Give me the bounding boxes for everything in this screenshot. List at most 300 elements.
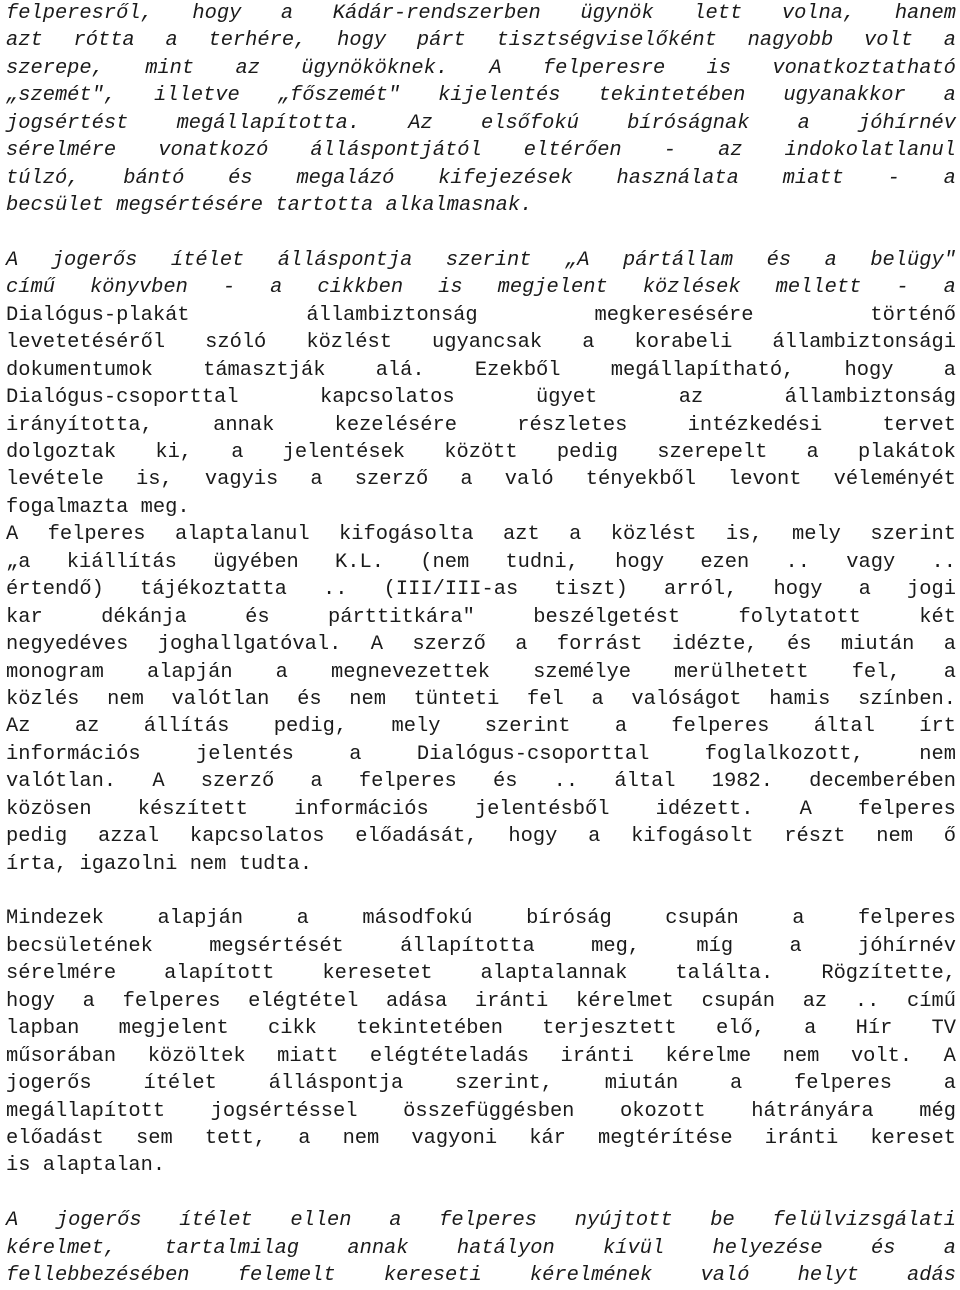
- word: és: [870, 1236, 896, 1260]
- word: A: [152, 770, 165, 794]
- word: volt: [864, 29, 913, 53]
- word: felperes: [794, 1072, 892, 1096]
- word: cikkben: [317, 276, 404, 300]
- word: megsértésére: [116, 194, 264, 218]
- word: az: [678, 386, 704, 410]
- word: felperesre: [542, 56, 666, 80]
- word: sérelmére: [6, 139, 117, 163]
- word: nyújtott: [574, 1209, 673, 1233]
- word: jogsértéssel: [210, 1099, 358, 1123]
- text-line: [6, 576, 956, 603]
- word: dokumentumok: [6, 358, 153, 382]
- word: beszélgetést: [533, 605, 681, 629]
- word: ellen: [290, 1209, 352, 1233]
- word: csupán: [701, 989, 775, 1013]
- word: álláspontja: [268, 1072, 404, 1096]
- word: alá.: [375, 358, 425, 382]
- word: megsértését: [209, 934, 344, 958]
- text-line: [6, 357, 956, 384]
- word: meg.: [140, 495, 190, 519]
- word: iránti: [560, 1044, 634, 1068]
- word: forrást: [556, 633, 643, 657]
- word: megállapította.: [176, 111, 361, 135]
- word: belügy": [870, 248, 956, 272]
- text-line: [6, 1152, 956, 1179]
- word: elégtételadás: [369, 1044, 529, 1068]
- word: mint: [145, 56, 195, 80]
- word: nem: [342, 1126, 380, 1150]
- word: könyvben: [89, 276, 188, 300]
- word: megállapított: [6, 1099, 166, 1123]
- text-line: [6, 1070, 956, 1097]
- word: kifejezések: [438, 166, 573, 190]
- blank-line: [6, 220, 956, 247]
- word: tudni,: [505, 550, 579, 574]
- word: TV: [931, 1017, 956, 1041]
- word: a: [588, 825, 601, 849]
- word: miután: [840, 633, 915, 657]
- word: tett,: [204, 1126, 267, 1150]
- word: elő,: [715, 1017, 765, 1041]
- word: elégtétel: [248, 989, 359, 1013]
- word: álláspontjától: [310, 139, 482, 163]
- word: műsorában: [6, 1044, 117, 1068]
- word: lapban: [6, 1017, 80, 1041]
- word: is,: [136, 468, 173, 492]
- word: a: [310, 468, 323, 492]
- word: megállapítható,: [610, 358, 795, 382]
- text-line: [6, 1262, 956, 1289]
- word: is,: [725, 523, 763, 547]
- word: tisztségviselőként: [496, 29, 717, 53]
- word: szerző: [412, 633, 486, 657]
- word: Az: [6, 715, 31, 739]
- word: írta,: [6, 852, 68, 876]
- paragraph: [6, 1207, 956, 1289]
- word: alapított: [164, 962, 275, 986]
- text-line: [6, 933, 956, 960]
- word: között: [444, 441, 518, 464]
- word: az: [74, 715, 100, 739]
- word: A: [489, 56, 502, 80]
- word: felperes: [439, 1209, 538, 1233]
- word: hogy: [337, 29, 387, 53]
- word: és: [228, 166, 253, 190]
- word: pártállam: [622, 248, 734, 272]
- word: csupán: [665, 907, 739, 931]
- word: szerint: [445, 248, 532, 272]
- word: Dialógus-plakát: [6, 303, 190, 327]
- word: mellett: [775, 276, 862, 300]
- word: kár: [529, 1126, 566, 1150]
- word: szóló: [205, 331, 267, 355]
- word: felperes: [858, 907, 956, 931]
- word: volna,: [781, 2, 856, 25]
- word: valótlan: [171, 687, 270, 711]
- word: valóságot: [631, 687, 742, 711]
- word: azzal: [97, 825, 160, 849]
- word: fogalmazta: [6, 495, 129, 519]
- word: illetve: [154, 84, 240, 108]
- word: ugyancsak: [432, 331, 543, 355]
- word: a: [943, 166, 956, 190]
- word: helyezése: [712, 1236, 823, 1260]
- word: tudta.: [238, 852, 313, 876]
- word: fellebbezésében: [6, 1264, 190, 1288]
- word: információs: [6, 742, 141, 766]
- word: iránti: [474, 989, 549, 1013]
- word: a: [806, 441, 819, 464]
- word: tényekből: [585, 468, 696, 492]
- word: ügynököknek.: [301, 56, 449, 80]
- text-line: [6, 1015, 956, 1042]
- word: míg: [696, 934, 734, 958]
- word: azt: [503, 523, 540, 547]
- word: felperesről,: [6, 2, 153, 25]
- word: arról,: [663, 578, 738, 602]
- word: szerint: [870, 523, 956, 547]
- word: a: [943, 84, 956, 108]
- word: irányította,: [6, 413, 153, 437]
- word: A: [6, 523, 19, 547]
- word: által: [614, 770, 676, 794]
- text-line: [6, 110, 956, 137]
- word: történő: [870, 303, 956, 327]
- word: kérelmének: [529, 1264, 653, 1288]
- word: folytatott: [738, 605, 861, 629]
- blank-line: [6, 1180, 956, 1207]
- text-line: [6, 247, 956, 274]
- word: a: [943, 276, 956, 300]
- word: Dialógus-csoporttal: [6, 386, 239, 410]
- word: ítélet: [143, 1072, 217, 1096]
- word: való: [504, 468, 554, 492]
- word: mely: [391, 715, 441, 739]
- word: a: [943, 660, 956, 684]
- word: ..: [553, 770, 579, 794]
- word: és: [787, 633, 812, 657]
- word: a: [165, 29, 178, 53]
- word: a: [582, 331, 595, 355]
- word: annak: [347, 1236, 409, 1260]
- word: levétele: [6, 468, 104, 492]
- word: A: [370, 633, 383, 657]
- word: szerepe,: [6, 56, 104, 80]
- word: felperes: [858, 797, 956, 821]
- word: írt: [919, 715, 956, 739]
- word: tekintetében: [598, 84, 746, 108]
- text-line: [6, 192, 956, 219]
- word: kapcsolatos: [319, 386, 455, 410]
- word: tartalmilag: [164, 1236, 300, 1260]
- word: bíróságnak: [627, 111, 750, 135]
- word: a: [310, 770, 323, 794]
- word: indokolatlanul: [784, 139, 956, 163]
- word: ki,: [155, 441, 193, 464]
- paragraph: [6, 302, 956, 522]
- word: hatályon: [456, 1236, 555, 1260]
- word: helyt: [797, 1264, 859, 1288]
- word: miatt: [782, 166, 844, 190]
- word: merülhetett: [674, 660, 809, 684]
- word: Hír: [855, 1017, 893, 1041]
- word: nem: [349, 687, 386, 711]
- word: jogsértést: [6, 111, 129, 135]
- word: azt: [6, 29, 43, 53]
- word: és: [492, 770, 518, 794]
- word: kar: [6, 605, 43, 629]
- word: annak: [213, 413, 275, 437]
- word: kereseti: [383, 1264, 482, 1288]
- text-line: [6, 521, 956, 548]
- word: alaptalanul: [174, 523, 310, 547]
- word: a: [943, 29, 956, 53]
- word: jogerős: [51, 248, 138, 272]
- word: színben.: [858, 687, 956, 711]
- word: jogerős: [55, 1209, 142, 1233]
- word: alaptalannak: [480, 962, 628, 986]
- word: hogy: [6, 989, 55, 1013]
- text-line: [6, 1043, 956, 1070]
- word: nem: [189, 852, 227, 876]
- word: Az: [408, 111, 433, 135]
- word: a: [943, 1072, 956, 1096]
- word: valótlan.: [6, 770, 117, 794]
- word: a: [296, 907, 309, 931]
- word: igazolni: [79, 852, 178, 876]
- word: közlést: [610, 523, 697, 547]
- word: ..: [323, 578, 348, 602]
- word: negyedéves: [6, 633, 129, 657]
- word: a: [231, 441, 244, 464]
- word: a: [789, 934, 802, 958]
- word: a: [389, 1209, 402, 1233]
- word: kérelmet: [575, 989, 674, 1013]
- word: (nem: [420, 550, 470, 574]
- word: közlést: [306, 331, 392, 355]
- word: szerző: [354, 468, 429, 492]
- word: a: [515, 633, 528, 657]
- word: találta.: [675, 962, 774, 986]
- word: a: [797, 111, 810, 135]
- word: alapján: [157, 907, 244, 931]
- word: még: [919, 1099, 956, 1123]
- word: rótta: [73, 29, 135, 53]
- word: közöltek: [147, 1044, 246, 1068]
- word: meg,: [591, 934, 641, 958]
- word: „A: [565, 248, 590, 272]
- text-line: [6, 631, 956, 658]
- word: közösen: [6, 797, 92, 821]
- word: felperes: [122, 989, 221, 1013]
- word: Dialógus-csoporttal: [416, 742, 650, 766]
- word: nem: [876, 825, 913, 849]
- word: szerint: [484, 715, 571, 739]
- word: állambiztonság: [306, 303, 478, 327]
- word: becsület: [6, 194, 104, 218]
- word: nem: [782, 1044, 820, 1068]
- word: -: [887, 166, 900, 190]
- word: kiállítás: [66, 550, 177, 574]
- word: az: [235, 56, 260, 80]
- word: pedig: [556, 441, 619, 464]
- word: -: [222, 276, 236, 300]
- word: a: [943, 358, 956, 382]
- word: ..: [931, 550, 956, 574]
- word: szerző: [200, 770, 275, 794]
- word: Mindezek: [6, 907, 104, 931]
- word: terhére,: [208, 29, 307, 53]
- paragraph: [6, 521, 956, 878]
- paragraph: [6, 0, 956, 220]
- text-line: [6, 137, 956, 164]
- word: is: [6, 1154, 31, 1178]
- word: hátrányára: [751, 1099, 874, 1123]
- word: foglalkozott,: [704, 742, 864, 766]
- word: a: [858, 578, 871, 602]
- word: sem: [136, 1126, 173, 1150]
- word: a: [569, 523, 582, 547]
- word: cikk: [267, 1017, 317, 1041]
- word: való: [700, 1264, 750, 1288]
- word: közlések: [642, 276, 741, 300]
- word: felperes: [671, 715, 770, 739]
- word: ítélet: [179, 1209, 253, 1233]
- word: kérelmet,: [6, 1236, 117, 1260]
- word: hogy: [192, 2, 242, 25]
- word: értendő): [6, 578, 104, 602]
- text-line: [6, 165, 956, 192]
- word: -: [896, 276, 909, 300]
- word: szerint,: [455, 1072, 553, 1096]
- word: két: [919, 605, 956, 629]
- paragraph: [6, 905, 956, 1179]
- word: bántó: [123, 166, 185, 190]
- word: A: [799, 797, 812, 821]
- word: a: [460, 468, 473, 492]
- word: levetetéséről: [6, 331, 166, 355]
- word: iránti: [764, 1126, 839, 1150]
- word: kérelme: [665, 1044, 752, 1068]
- word: A: [6, 1209, 19, 1233]
- word: Kádár-rendszerben: [332, 2, 541, 25]
- word: a: [591, 687, 604, 711]
- word: a: [270, 276, 283, 300]
- word: megalázó: [296, 166, 395, 190]
- word: másodfokú: [362, 907, 473, 931]
- word: miután: [604, 1072, 679, 1096]
- word: miatt: [277, 1044, 339, 1068]
- word: terjesztett: [542, 1017, 677, 1041]
- word: adás: [907, 1264, 956, 1288]
- text-line: [6, 988, 956, 1015]
- word: kezelésére: [334, 413, 457, 437]
- word: monogram: [6, 660, 104, 684]
- text-line: [6, 0, 956, 27]
- text-line: [6, 741, 956, 768]
- word: a: [730, 1072, 743, 1096]
- word: közlés: [6, 687, 80, 711]
- word: párttitkára": [328, 605, 475, 629]
- word: elsőfokú: [480, 111, 579, 135]
- word: hogy: [773, 578, 823, 602]
- word: a: [280, 2, 294, 25]
- word: fel,: [851, 660, 901, 684]
- text-line: [6, 412, 956, 439]
- word: a: [943, 633, 956, 657]
- word: kapcsolatos: [189, 825, 325, 849]
- text-line: [6, 439, 956, 466]
- word: túlzó,: [6, 166, 80, 190]
- word: a: [614, 715, 628, 739]
- word: adása: [386, 989, 448, 1013]
- word: nem: [919, 742, 956, 766]
- word: idézett.: [655, 797, 754, 821]
- word: című: [907, 989, 956, 1013]
- word: K.L.: [335, 550, 384, 574]
- text-line: [6, 604, 956, 631]
- word: megjelent: [118, 1017, 229, 1041]
- word: véleményét: [833, 468, 956, 492]
- word: pedig,: [273, 715, 348, 739]
- text-line: [6, 960, 956, 987]
- text-line: [6, 55, 956, 82]
- word: Ezekből: [474, 358, 561, 382]
- text-line: [6, 274, 956, 301]
- word: sérelmére: [6, 962, 117, 986]
- word: jóhírnév: [858, 934, 956, 958]
- word: ítélet: [170, 248, 245, 272]
- word: kifogásolta: [338, 523, 474, 547]
- word: felülvizsgálati: [772, 1209, 956, 1233]
- text-line: [6, 27, 956, 54]
- word: joghallgatóval.: [157, 633, 342, 657]
- word: ő: [943, 825, 956, 849]
- word: megjelent: [497, 276, 608, 300]
- word: ..: [854, 989, 880, 1013]
- word: tekintetében: [356, 1017, 503, 1041]
- word: jogerős: [6, 1072, 92, 1096]
- word: megkeresésére: [594, 303, 754, 327]
- word: az: [802, 989, 828, 1013]
- text-line: [6, 302, 956, 329]
- word: plakátok: [857, 441, 956, 464]
- word: „főszemét": [277, 84, 401, 108]
- word: pedig: [6, 825, 68, 849]
- word: felperes: [47, 523, 146, 547]
- word: vagy: [846, 550, 896, 574]
- word: idézte,: [671, 633, 758, 657]
- word: a: [349, 742, 362, 766]
- text-line: [6, 549, 956, 576]
- word: információs: [294, 797, 429, 821]
- word: ügyet: [536, 386, 598, 410]
- text-line: [6, 1207, 956, 1234]
- word: állítás: [143, 715, 230, 739]
- word: alapján: [146, 660, 233, 684]
- word: jelentésből: [474, 797, 610, 821]
- word: lett: [693, 2, 743, 25]
- word: előadást: [6, 1126, 104, 1150]
- word: részletes: [517, 413, 628, 437]
- word: tartotta: [275, 194, 374, 218]
- word: ..: [785, 550, 810, 574]
- word: támasztják: [203, 358, 326, 382]
- word: jogi: [907, 578, 956, 602]
- document-page: [6, 0, 956, 1290]
- word: A: [943, 1044, 956, 1068]
- word: vonatkozó: [158, 139, 269, 163]
